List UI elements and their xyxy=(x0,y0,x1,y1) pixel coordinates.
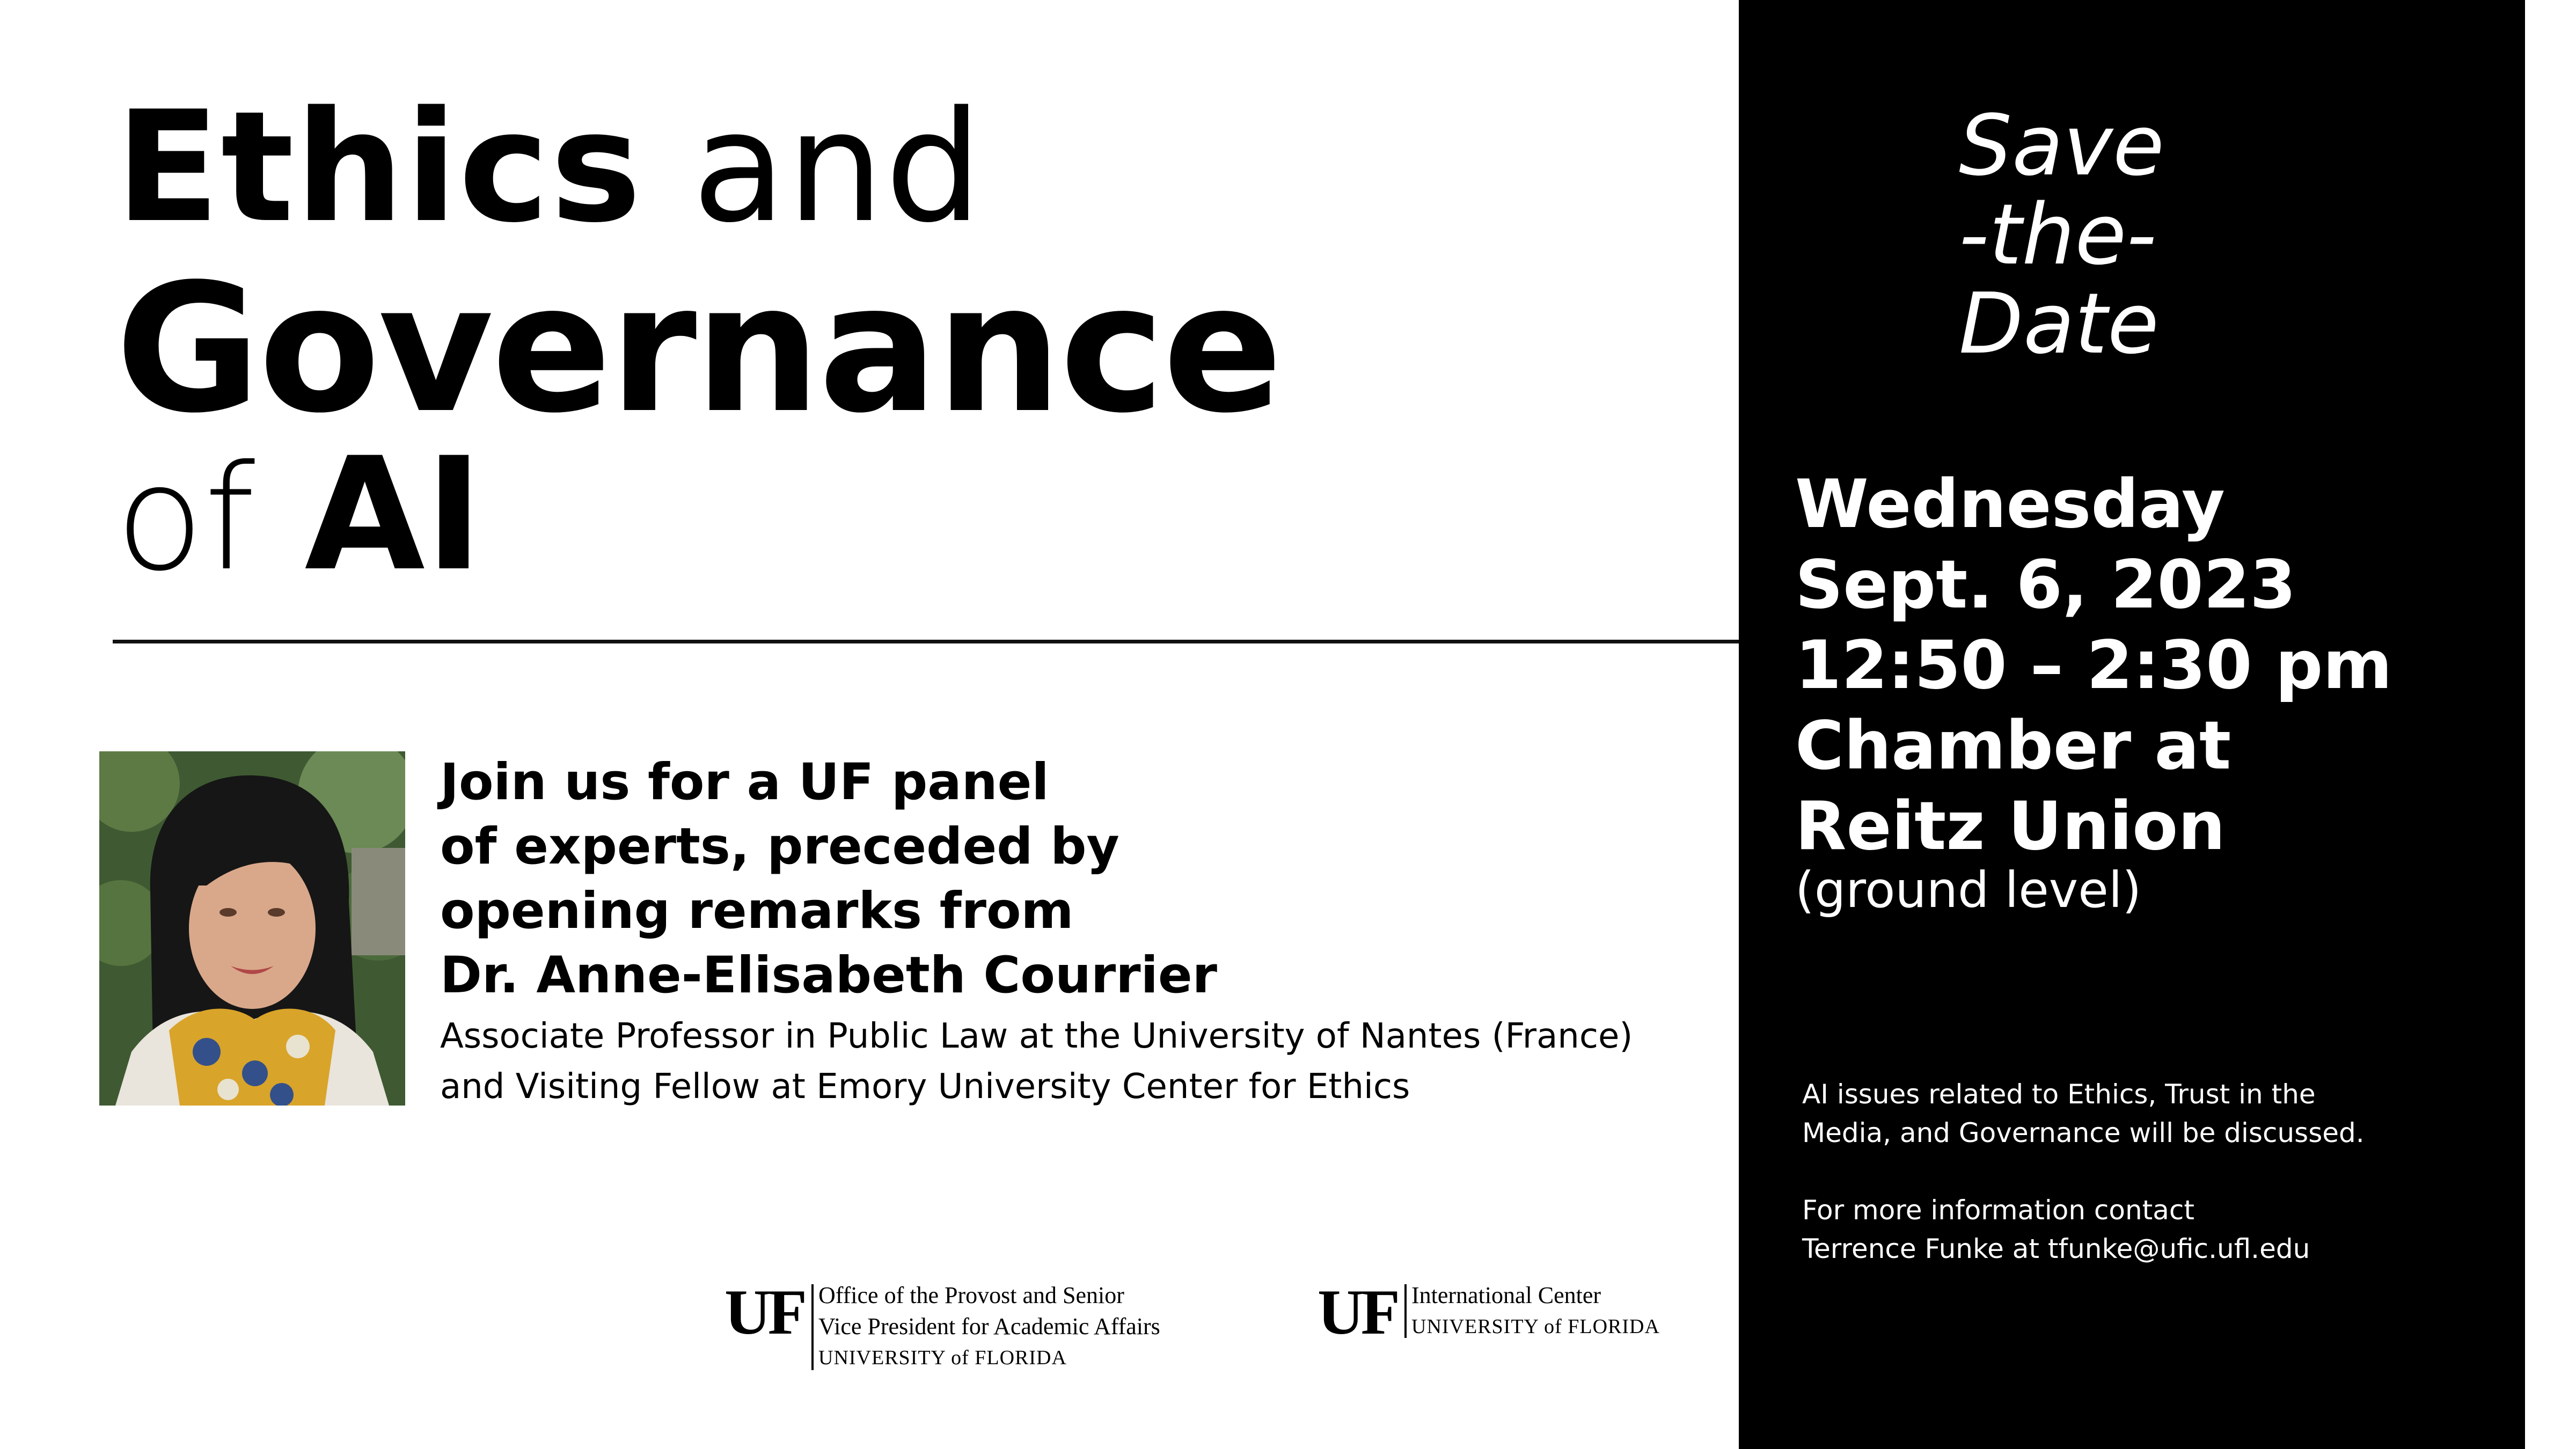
logo-text-line: International Center xyxy=(1411,1282,1601,1308)
event-when-where xyxy=(1795,464,2392,917)
event-time: 12:50 – 2:30 pm xyxy=(1795,627,2392,704)
contact-line: For more information contact xyxy=(1802,1195,2195,1226)
logo-university-name: UNIVERSITY of FLORIDA xyxy=(818,1346,1067,1369)
event-venue-note: (ground level) xyxy=(1795,861,2142,919)
event-title xyxy=(115,78,1747,605)
logo-text-line: Vice President for Academic Affairs xyxy=(818,1313,1160,1340)
title-word-ai: AI xyxy=(304,425,483,605)
speaker-portrait-image xyxy=(99,751,405,1106)
title-divider xyxy=(113,640,1747,643)
uf-wordmark: UF xyxy=(1318,1276,1397,1348)
intro-heading-line: Join us for a UF panel xyxy=(440,753,1049,811)
title-word-of: of xyxy=(115,434,255,603)
intro-heading-line: of experts, preceded by xyxy=(440,817,1119,876)
event-venue: Chamber at xyxy=(1795,707,2231,785)
title-word-governance: Governance xyxy=(115,246,1281,452)
speaker-affiliation-line: Associate Professor in Public Law at the University of Nantes (France) xyxy=(440,1016,1633,1056)
save-the-date-line: Date xyxy=(1959,275,2159,372)
intro-heading-line: opening remarks from xyxy=(440,882,1074,940)
event-day: Wednesday xyxy=(1795,466,2225,543)
event-venue: Reitz Union xyxy=(1795,788,2226,865)
title-word-and: and xyxy=(692,78,983,257)
uf-wordmark: UF xyxy=(724,1276,804,1348)
speaker-affiliation-line: and Visiting Fellow at Emory University Center for Ethics xyxy=(440,1067,1410,1107)
topics-line: Media, and Governance will be discussed. xyxy=(1802,1117,2365,1148)
speaker-name: Dr. Anne-Elisabeth Courrier xyxy=(440,946,1217,1005)
speaker-intro xyxy=(440,750,1739,1112)
provost-office-logo xyxy=(724,1276,1250,1371)
speaker-photo xyxy=(99,751,405,1106)
event-info xyxy=(1802,1075,2365,1268)
logo-text-line: Office of the Provost and Senior xyxy=(818,1282,1124,1308)
logo-divider xyxy=(811,1284,814,1370)
event-date: Sept. 6, 2023 xyxy=(1795,546,2296,624)
logo-divider xyxy=(1404,1284,1407,1338)
save-the-date-line: Save xyxy=(1959,97,2164,194)
save-the-date xyxy=(1959,97,2164,372)
title-word-ethics: Ethics xyxy=(115,78,643,257)
info-spacer xyxy=(1802,1152,2365,1191)
logo-university-name: UNIVERSITY of FLORIDA xyxy=(1411,1315,1660,1338)
international-center-logo xyxy=(1318,1276,1693,1350)
contact-email-line[interactable]: Terrence Funke at tfunke@ufic.ufl.edu xyxy=(1802,1233,2310,1264)
topics-line: AI issues related to Ethics, Trust in the xyxy=(1802,1079,2316,1110)
save-the-date-line: -the- xyxy=(1959,186,2157,283)
